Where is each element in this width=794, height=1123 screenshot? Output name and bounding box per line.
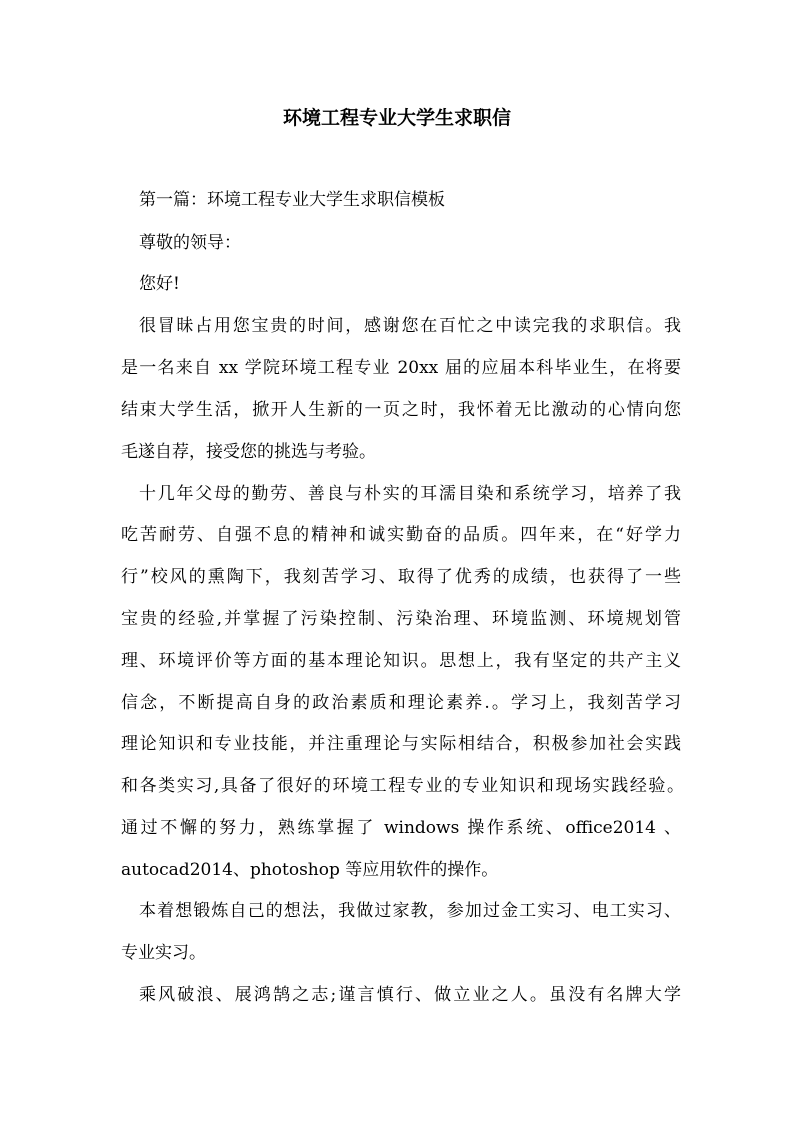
paragraph-line: autocad2014、photoshop 等应用软件的操作。 (121, 860, 499, 880)
paragraph-line: 十几年父母的勤劳、善良与朴实的耳濡目染和系统学习，培养了我 (139, 484, 681, 504)
paragraph-line: 专业实习。 (121, 943, 206, 963)
paragraph-line: 理、环境评价等方面的基本理论知识。思想上，我有坚定的共产主义 (121, 651, 681, 671)
paragraph-line: 信念，不断提高自身的政治素质和理论素养.。学习上，我刻苦学习 (121, 693, 681, 713)
salutation: 尊敬的领导： (139, 233, 241, 253)
paragraph-line: 乘风破浪、展鸿鹄之志;谨言慎行、做立业之人。虽没有名牌大学 (139, 985, 681, 1005)
paragraph-line: 是一名来自 xx 学院环境工程专业 20xx 届的应届本科毕业生，在将要 (121, 358, 681, 378)
section-heading: 第一篇：环境工程专业大学生求职信模板 (139, 190, 445, 210)
paragraph-line: 吃苦耐劳、自强不息的精神和诚实勤奋的品质。四年来，在“好学力 (121, 525, 681, 545)
paragraph-line: 通过不懈的努力，熟练掌握了 windows 操作系统、office2014 、 (121, 818, 681, 838)
paragraph-line: 宝贵的经验,并掌握了污染控制、污染治理、环境监测、环境规划管 (121, 609, 681, 629)
paragraph-line: 理论知识和专业技能，并注重理论与实际相结合，积极参加社会实践 (121, 734, 681, 754)
paragraph-line: 本着想锻炼自己的想法，我做过家教，参加过金工实习、电工实习、 (139, 901, 681, 921)
paragraph-line: 很冒昧占用您宝贵的时间，感谢您在百忙之中读完我的求职信。我 (139, 316, 681, 336)
paragraph-line: 结束大学生活，掀开人生新的一页之时，我怀着无比激动的心情向您 (121, 400, 681, 420)
document-title: 环境工程专业大学生求职信 (282, 107, 511, 129)
paragraph-line: 和各类实习,具备了很好的环境工程专业的专业知识和现场实践经验。 (121, 776, 684, 796)
paragraph-line: 毛遂自荐，接受您的挑选与考验。 (121, 442, 376, 462)
greeting: 您好! (139, 274, 180, 294)
paragraph-line: 行”校风的熏陶下，我刻苦学习、取得了优秀的成绩，也获得了一些 (121, 567, 681, 587)
